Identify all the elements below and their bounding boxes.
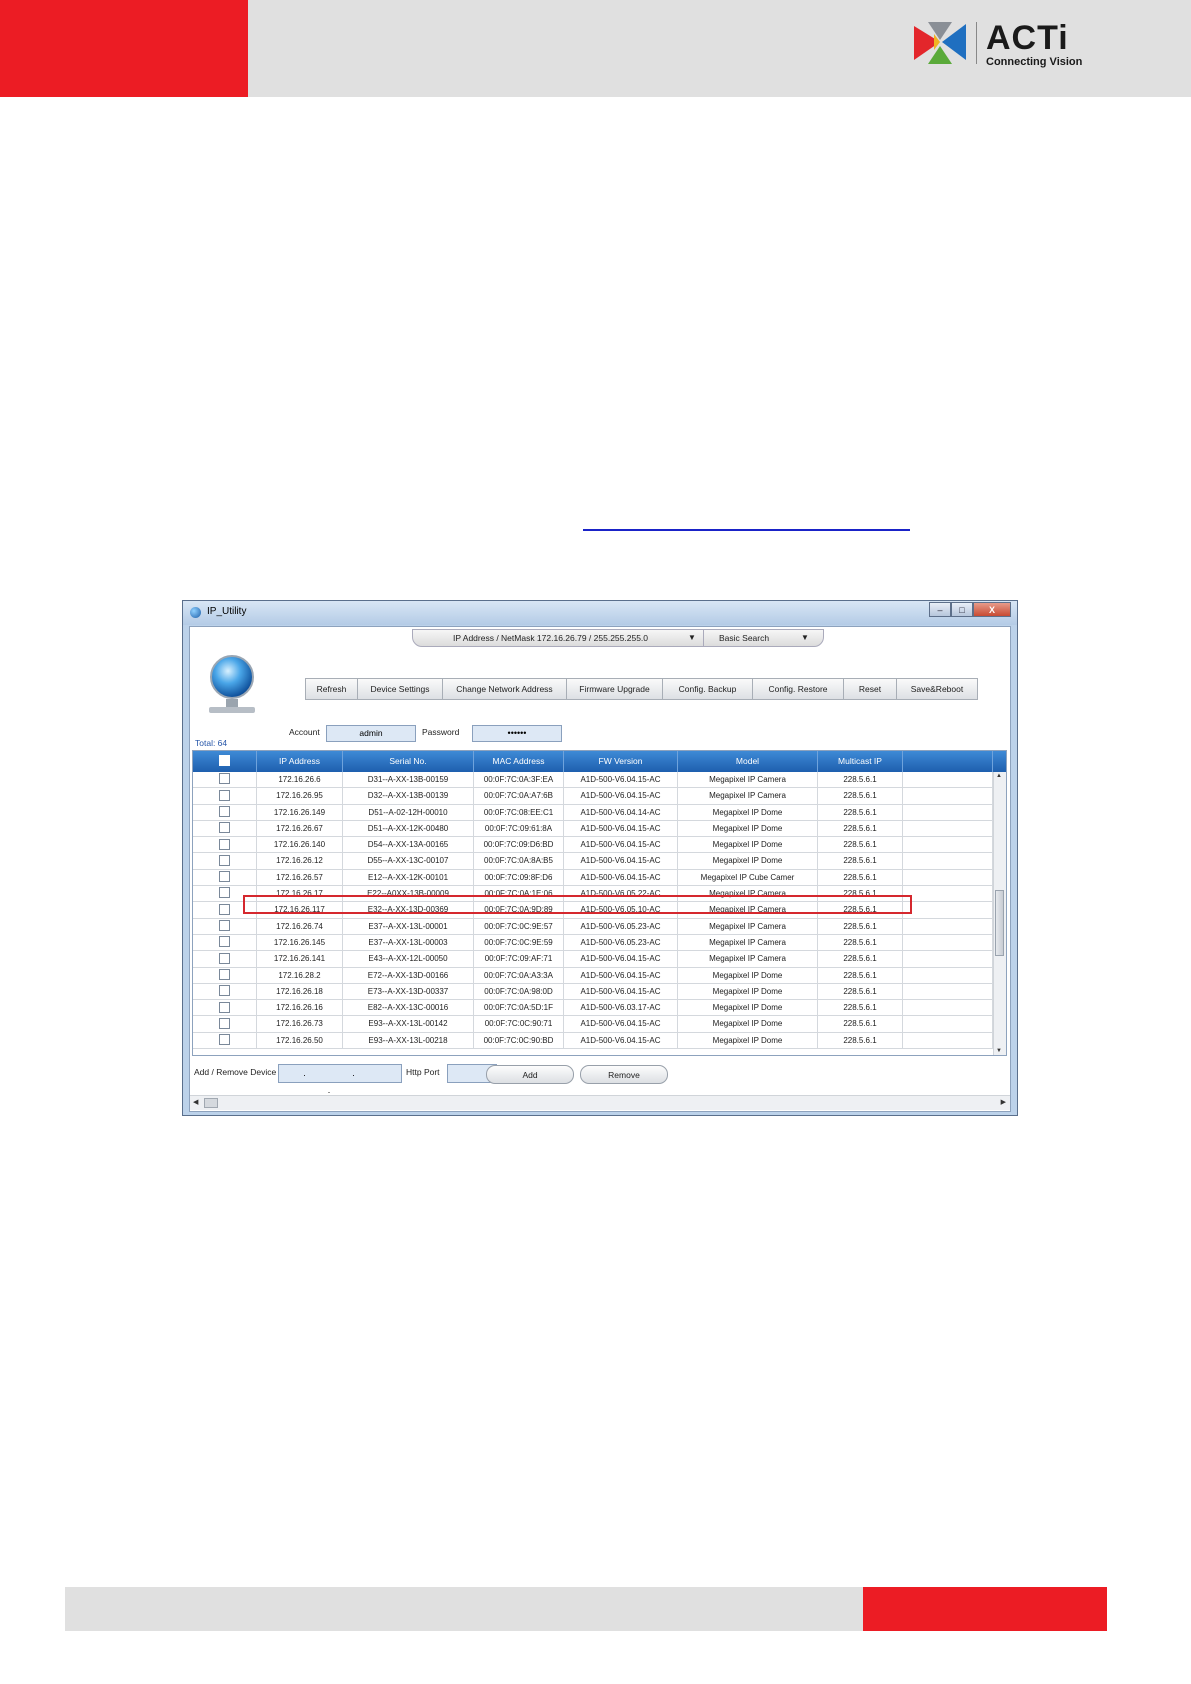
table-cell-spare: [903, 919, 993, 934]
scroll-left-icon[interactable]: ◀: [193, 1099, 199, 1106]
table-cell: 228.5.6.1: [818, 805, 903, 820]
col-spare: [903, 751, 993, 772]
row-checkbox[interactable]: [219, 1034, 230, 1045]
table-cell: Megapixel IP Dome: [678, 805, 818, 820]
table-cell: 00:0F:7C:0A:8A:B5: [474, 853, 564, 868]
row-checkbox[interactable]: [219, 887, 230, 898]
table-cell-spare: [903, 1000, 993, 1015]
table-cell: A1D-500-V6.04.15-AC: [564, 870, 678, 885]
table-cell: D51--A-XX-12K-00480: [343, 821, 474, 836]
select-all-cell[interactable]: [193, 751, 257, 772]
row-checkbox[interactable]: [219, 920, 230, 931]
close-button[interactable]: X: [973, 602, 1011, 617]
dropdown-arrow-icon[interactable]: ▼: [801, 633, 809, 642]
table-cell: Megapixel IP Dome: [678, 837, 818, 852]
table-cell: A1D-500-V6.05.22-AC: [564, 886, 678, 901]
row-checkbox-cell[interactable]: [193, 968, 257, 983]
table-cell: 00:0F:7C:0C:9E:59: [474, 935, 564, 950]
table-cell: E22--A0XX-13B-00009: [343, 886, 474, 901]
table-cell: 228.5.6.1: [818, 853, 903, 868]
col-fw-version[interactable]: FW Version: [564, 751, 678, 772]
table-cell: A1D-500-V6.04.15-AC: [564, 1016, 678, 1031]
table-cell: Megapixel IP Dome: [678, 1033, 818, 1048]
table-cell: 172.16.26.67: [257, 821, 343, 836]
table-cell: 172.16.26.117: [257, 902, 343, 917]
logo-tagline: Connecting Vision: [986, 56, 1083, 68]
toolbar: [305, 678, 977, 700]
table-cell: 228.5.6.1: [818, 951, 903, 966]
table-cell-spare: [903, 951, 993, 966]
table-cell: 228.5.6.1: [818, 870, 903, 885]
col-serial-no[interactable]: Serial No.: [343, 751, 474, 772]
table-cell: Megapixel IP Dome: [678, 968, 818, 983]
table-cell: D55--A-XX-13C-00107: [343, 853, 474, 868]
scroll-thumb[interactable]: [995, 890, 1004, 956]
table-cell: 228.5.6.1: [818, 984, 903, 999]
window-title: IP_Utility: [207, 606, 247, 617]
table-cell: E82--A-XX-13C-00016: [343, 1000, 474, 1015]
device-total: Total: 64: [195, 738, 228, 748]
table-cell: D31--A-XX-13B-00159: [343, 772, 474, 787]
table-cell: A1D-500-V6.04.15-AC: [564, 1033, 678, 1048]
row-checkbox[interactable]: [219, 953, 230, 964]
table-cell: A1D-500-V6.04.15-AC: [564, 788, 678, 803]
table-cell: A1D-500-V6.05.23-AC: [564, 935, 678, 950]
table-cell: E72--A-XX-13D-00166: [343, 968, 474, 983]
password-input[interactable]: ••••••: [472, 725, 562, 742]
table-cell: 228.5.6.1: [818, 788, 903, 803]
table-cell: A1D-500-V6.04.15-AC: [564, 984, 678, 999]
col-ip-address[interactable]: IP Address: [257, 751, 343, 772]
table-cell-spare: [903, 870, 993, 885]
logo-word: ACTi: [986, 19, 1069, 57]
table-cell-spare: [903, 1016, 993, 1031]
table-cell-spare: [903, 968, 993, 983]
table-cell-spare: [903, 821, 993, 836]
window-body: [189, 626, 1011, 1112]
table-cell: 172.16.26.57: [257, 870, 343, 885]
row-checkbox[interactable]: [219, 969, 230, 980]
footer-red-block: [863, 1587, 1107, 1631]
row-checkbox[interactable]: [219, 936, 230, 947]
table-row[interactable]: [193, 951, 1006, 967]
row-checkbox[interactable]: [219, 790, 230, 801]
table-cell: A1D-500-V6.04.15-AC: [564, 821, 678, 836]
acti-logo-mark-icon: [912, 20, 972, 66]
table-cell: Megapixel IP Cube Camer: [678, 870, 818, 885]
table-row[interactable]: [193, 968, 1006, 984]
device-ip-input[interactable]: . . .: [278, 1064, 402, 1083]
horizontal-scrollbar[interactable]: [190, 1095, 1010, 1110]
highlight-box: [243, 895, 912, 914]
row-checkbox[interactable]: [219, 855, 230, 866]
table-cell-spare: [903, 788, 993, 803]
table-cell: 00:0F:7C:0A:9D:89: [474, 902, 564, 917]
table-cell: D54--A-XX-13A-00165: [343, 837, 474, 852]
table-row[interactable]: [193, 1016, 1006, 1032]
table-cell: A1D-500-V6.04.15-AC: [564, 837, 678, 852]
row-checkbox[interactable]: [219, 822, 230, 833]
change-network-address-button[interactable]: Change Network Address: [442, 678, 567, 700]
config-backup-button[interactable]: Config. Backup: [662, 678, 753, 700]
http-port-label: Http Port: [406, 1067, 440, 1077]
table-cell: Megapixel IP Dome: [678, 1000, 818, 1015]
row-checkbox[interactable]: [219, 773, 230, 784]
table-cell: Megapixel IP Dome: [678, 821, 818, 836]
password-label: Password: [422, 727, 460, 737]
add-remove-label: Add / Remove Device: [194, 1067, 277, 1077]
row-checkbox-cell[interactable]: [193, 837, 257, 852]
table-cell: E73--A-XX-13D-00337: [343, 984, 474, 999]
row-checkbox-cell[interactable]: [193, 772, 257, 787]
table-cell: A1D-500-V6.05.10-AC: [564, 902, 678, 917]
table-row[interactable]: [193, 1000, 1006, 1016]
table-cell: A1D-500-V6.03.17-AC: [564, 1000, 678, 1015]
table-row[interactable]: [193, 870, 1006, 886]
reset-button[interactable]: Reset: [843, 678, 897, 700]
table-cell: 172.16.26.73: [257, 1016, 343, 1031]
table-cell: 00:0F:7C:0A:98:0D: [474, 984, 564, 999]
table-cell: 172.16.26.74: [257, 919, 343, 934]
row-checkbox[interactable]: [219, 871, 230, 882]
table-cell: 228.5.6.1: [818, 919, 903, 934]
table-row[interactable]: [193, 805, 1006, 821]
table-cell: 172.16.26.145: [257, 935, 343, 950]
logo-divider: [976, 22, 977, 64]
vertical-scrollbar[interactable]: [993, 772, 1006, 1055]
table-cell: 228.5.6.1: [818, 886, 903, 901]
config-restore-button[interactable]: Config. Restore: [752, 678, 844, 700]
ip-netmask-select[interactable]: IP Address / NetMask 172.16.26.79 / 255.255.255.0: [453, 633, 649, 643]
row-checkbox-cell[interactable]: [193, 1016, 257, 1031]
table-cell: 00:0F:7C:0C:9E:57: [474, 919, 564, 934]
row-checkbox-cell[interactable]: [193, 1033, 257, 1048]
table-cell: E43--A-XX-12L-00050: [343, 951, 474, 966]
table-cell-spare: [903, 1033, 993, 1048]
row-checkbox[interactable]: [219, 806, 230, 817]
table-cell-spare: [903, 984, 993, 999]
firmware-upgrade-button[interactable]: Firmware Upgrade: [566, 678, 663, 700]
table-cell: E37--A-XX-13L-00003: [343, 935, 474, 950]
table-cell: 228.5.6.1: [818, 1016, 903, 1031]
table-row[interactable]: [193, 788, 1006, 804]
row-checkbox-cell[interactable]: [193, 821, 257, 836]
table-cell: D32--A-XX-13B-00139: [343, 788, 474, 803]
select-all-checkbox[interactable]: [219, 755, 230, 766]
row-checkbox[interactable]: [219, 1018, 230, 1029]
table-cell: Megapixel IP Camera: [678, 951, 818, 966]
table-cell: A1D-500-V6.04.15-AC: [564, 772, 678, 787]
table-cell: 172.16.26.149: [257, 805, 343, 820]
account-label: Account: [289, 727, 320, 737]
table-cell: D51--A-02-12H-00010: [343, 805, 474, 820]
table-row[interactable]: [193, 935, 1006, 951]
table-cell: Megapixel IP Camera: [678, 935, 818, 950]
table-cell: A1D-500-V6.04.15-AC: [564, 853, 678, 868]
table-cell: Megapixel IP Camera: [678, 902, 818, 917]
row-checkbox-cell[interactable]: [193, 788, 257, 803]
row-checkbox-cell[interactable]: [193, 919, 257, 934]
table-cell: 172.16.26.17: [257, 886, 343, 901]
table-cell: 228.5.6.1: [818, 902, 903, 917]
refresh-button[interactable]: Refresh: [305, 678, 358, 700]
table-header: [193, 751, 1006, 772]
table-cell: Megapixel IP Camera: [678, 886, 818, 901]
table-cell: 228.5.6.1: [818, 935, 903, 950]
table-cell: 00:0F:7C:08:EE:C1: [474, 805, 564, 820]
table-cell: 00:0F:7C:0A:3F:EA: [474, 772, 564, 787]
minimize-button[interactable]: –: [929, 602, 951, 617]
table-cell: 00:0F:7C:09:61:8A: [474, 821, 564, 836]
account-input[interactable]: admin: [326, 725, 416, 742]
row-checkbox-cell[interactable]: [193, 984, 257, 999]
table-cell: Megapixel IP Camera: [678, 772, 818, 787]
table-cell: 172.16.26.140: [257, 837, 343, 852]
row-checkbox-cell[interactable]: [193, 951, 257, 966]
scroll-right-icon[interactable]: ▶: [1000, 1099, 1006, 1106]
row-checkbox[interactable]: [219, 1002, 230, 1013]
app-globe-icon: [190, 607, 201, 618]
table-cell: 00:0F:7C:0A:A7:6B: [474, 788, 564, 803]
table-cell: A1D-500-V6.04.14-AC: [564, 805, 678, 820]
table-cell: A1D-500-V6.04.15-AC: [564, 968, 678, 983]
remove-button[interactable]: Remove: [580, 1065, 668, 1084]
search-mode-select[interactable]: Basic Search: [719, 633, 770, 643]
table-cell: 228.5.6.1: [818, 772, 903, 787]
table-cell-spare: [903, 837, 993, 852]
acti-logo: [912, 20, 1082, 70]
table-cell: A1D-500-V6.05.23-AC: [564, 919, 678, 934]
table-cell: 00:0F:7C:0A:5D:1F: [474, 1000, 564, 1015]
table-cell: 172.16.26.50: [257, 1033, 343, 1048]
add-button[interactable]: Add: [486, 1065, 574, 1084]
col-model[interactable]: Model: [678, 751, 818, 772]
row-checkbox-cell[interactable]: [193, 853, 257, 868]
table-cell: A1D-500-V6.04.15-AC: [564, 951, 678, 966]
col-multicast-ip[interactable]: Multicast IP: [818, 751, 903, 772]
table-cell: 228.5.6.1: [818, 968, 903, 983]
row-checkbox-cell[interactable]: [193, 870, 257, 885]
table-cell: Megapixel IP Dome: [678, 1016, 818, 1031]
save-reboot-button[interactable]: Save&Reboot: [896, 678, 978, 700]
table-cell: 228.5.6.1: [818, 821, 903, 836]
table-cell: 172.16.26.141: [257, 951, 343, 966]
table-cell: E93--A-XX-13L-00218: [343, 1033, 474, 1048]
table-cell: 172.16.26.18: [257, 984, 343, 999]
row-checkbox-cell[interactable]: [193, 1000, 257, 1015]
table-cell: 00:0F:7C:0C:90:71: [474, 1016, 564, 1031]
table-cell-spare: [903, 772, 993, 787]
table-cell: 172.16.28.2: [257, 968, 343, 983]
table-cell: E37--A-XX-13L-00001: [343, 919, 474, 934]
maximize-button[interactable]: □: [951, 602, 973, 617]
ip-utility-window: [182, 600, 1018, 1116]
table-cell: 228.5.6.1: [818, 1033, 903, 1048]
table-cell: 00:0F:7C:0A:1E:06: [474, 886, 564, 901]
table-cell: 172.16.26.16: [257, 1000, 343, 1015]
scroll-down-icon[interactable]: ▼: [996, 1048, 1002, 1054]
col-mac-address[interactable]: MAC Address: [474, 751, 564, 772]
table-cell: 00:0F:7C:09:D6:BD: [474, 837, 564, 852]
search-bar: [412, 629, 824, 647]
hscroll-thumb[interactable]: [204, 1098, 218, 1108]
table-row[interactable]: [193, 1033, 1006, 1049]
table-cell: 172.16.26.95: [257, 788, 343, 803]
table-row[interactable]: [193, 772, 1006, 788]
network-globe-icon: [207, 655, 257, 717]
table-cell: 00:0F:7C:0A:A3:3A: [474, 968, 564, 983]
table-row[interactable]: [193, 984, 1006, 1000]
table-cell-spare: [903, 902, 993, 917]
row-checkbox[interactable]: [219, 985, 230, 996]
table-row[interactable]: [193, 853, 1006, 869]
table-cell-spare: [903, 935, 993, 950]
scroll-up-icon[interactable]: ▲: [996, 773, 1002, 779]
table-cell: Megapixel IP Dome: [678, 853, 818, 868]
table-row[interactable]: [193, 837, 1006, 853]
table-cell: Megapixel IP Camera: [678, 788, 818, 803]
table-row[interactable]: [193, 821, 1006, 837]
table-cell-spare: [903, 805, 993, 820]
table-cell: 00:0F:7C:0C:90:BD: [474, 1033, 564, 1048]
table-cell: E12--A-XX-12K-00101: [343, 870, 474, 885]
row-checkbox-cell[interactable]: [193, 805, 257, 820]
row-checkbox[interactable]: [219, 839, 230, 850]
search-divider: [703, 630, 704, 647]
table-cell: 228.5.6.1: [818, 837, 903, 852]
table-cell: 00:0F:7C:09:AF:71: [474, 951, 564, 966]
document-link-underline[interactable]: [583, 529, 910, 531]
table-cell: 228.5.6.1: [818, 1000, 903, 1015]
table-cell: E93--A-XX-13L-00142: [343, 1016, 474, 1031]
table-cell: E32--A-XX-13D-00369: [343, 902, 474, 917]
row-checkbox[interactable]: [219, 904, 230, 915]
table-cell-spare: [903, 853, 993, 868]
dropdown-arrow-icon[interactable]: ▼: [688, 633, 696, 642]
table-cell-spare: [903, 886, 993, 901]
table-cell: Megapixel IP Dome: [678, 984, 818, 999]
table-cell: Megapixel IP Camera: [678, 919, 818, 934]
window-titlebar[interactable]: [183, 601, 1017, 625]
table-cell: 172.16.26.6: [257, 772, 343, 787]
device-settings-button[interactable]: Device Settings: [357, 678, 443, 700]
row-checkbox-cell[interactable]: [193, 935, 257, 950]
table-cell: 00:0F:7C:09:8F:D6: [474, 870, 564, 885]
table-row[interactable]: [193, 919, 1006, 935]
header-red-block: [0, 0, 248, 97]
table-cell: 172.16.26.12: [257, 853, 343, 868]
